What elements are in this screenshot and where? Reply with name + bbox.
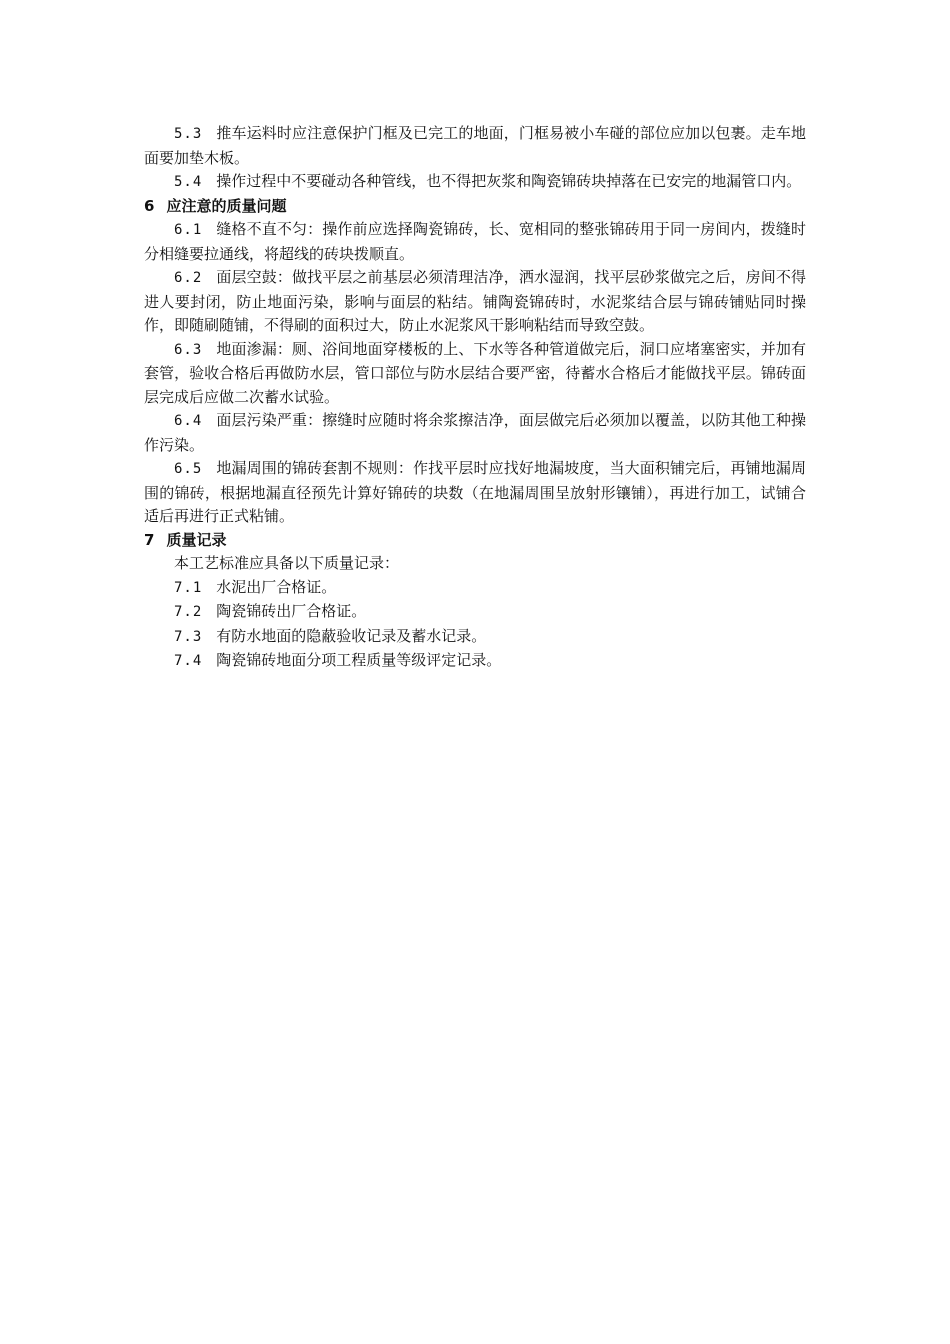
clause-6-2 xyxy=(144,266,806,338)
clause-number: 5.4 xyxy=(174,174,203,190)
section-title: 质量记录 xyxy=(166,530,227,549)
clause-5-4 xyxy=(144,170,806,195)
clause-text: 陶瓷锦砖地面分项工程质量等级评定记录。 xyxy=(216,651,502,669)
clause-text: 缝格不直不匀：操作前应选择陶瓷锦砖，长、宽相同的整张锦砖用于同一房间内，拨缝时分相缝要拉通线，将超线的砖块拨顺直。 xyxy=(144,220,806,263)
section-number: 7 xyxy=(144,530,155,549)
clause-number: 6.5 xyxy=(174,461,203,477)
clause-text: 陶瓷锦砖出厂合格证。 xyxy=(216,602,367,620)
clause-number: 7.1 xyxy=(174,579,203,596)
clause-number: 6.4 xyxy=(174,413,203,429)
clause-6-1 xyxy=(144,218,806,266)
section-heading-7 xyxy=(144,529,806,553)
clause-text: 有防水地面的隐蔽验收记录及蓄水记录。 xyxy=(216,626,487,645)
clause-7-3 xyxy=(144,625,806,650)
clause-text: 面层空鼓：做找平层之前基层必须清理洁净，洒水湿润，找平层砂浆做完之后，房间不得进人要封闭，防止地面污染，影响与面层的粘结。铺陶瓷锦砖时，水泥浆结合层与锦砖铺贴同时操作，即随刷随铺，不得刷的面积过大，防止水泥浆风干影响粘结而导致空鼓。 xyxy=(144,268,806,334)
intro-text: 本工艺标准应具备以下质量记录： xyxy=(174,554,400,572)
clause-7-1 xyxy=(144,576,806,601)
clause-6-5 xyxy=(144,457,806,529)
document-body xyxy=(144,122,806,674)
records-intro xyxy=(144,552,806,576)
section-number: 6 xyxy=(144,196,155,215)
clause-number: 6.1 xyxy=(174,222,203,238)
clause-number: 6.2 xyxy=(174,270,203,286)
clause-text: 地面渗漏：厕、浴间地面穿楼板的上、下水等各种管道做完后，洞口应堵塞密实，并加有套管，验收合格后再做防水层，管口部位与防水层结合要严密，待蓄水合格后才能做找平层。锦砖面层完成后应做二次蓄水试验。 xyxy=(144,339,806,406)
clause-number: 7.2 xyxy=(174,604,203,620)
clause-5-3 xyxy=(144,122,806,170)
clause-number: 7.4 xyxy=(174,653,203,669)
clause-text: 地漏周围的锦砖套割不规则：作找平层时应找好地漏坡度，当大面积铺完后，再铺地漏周围的锦砖，根据地漏直径预先计算好锦砖的块数（在地漏周围呈放射形镶铺），再进行加工，试铺合适后再进行正式粘铺。 xyxy=(144,459,806,525)
clause-number: 7.3 xyxy=(174,628,203,645)
clause-text: 面层污染严重：擦缝时应随时将余浆擦洁净，面层做完后必须加以覆盖，以防其他工种操作污染。 xyxy=(144,411,806,454)
clause-number: 6.3 xyxy=(174,341,203,358)
clause-text: 水泥出厂合格证。 xyxy=(216,577,337,596)
section-title: 应注意的质量问题 xyxy=(166,196,287,215)
clause-7-4 xyxy=(144,649,806,674)
clause-6-3 xyxy=(144,338,806,410)
clause-7-2 xyxy=(144,600,806,625)
clause-number: 5.3 xyxy=(174,126,203,142)
clause-text: 推车运料时应注意保护门框及已完工的地面，门框易被小车碰的部位应加以包裹。走车地面要加垫木板。 xyxy=(144,124,806,167)
clause-6-4 xyxy=(144,409,806,457)
clause-text: 操作过程中不要碰动各种管线，也不得把灰浆和陶瓷锦砖块掉落在已安完的地漏管口内。 xyxy=(216,172,802,190)
section-heading-6 xyxy=(144,195,806,219)
